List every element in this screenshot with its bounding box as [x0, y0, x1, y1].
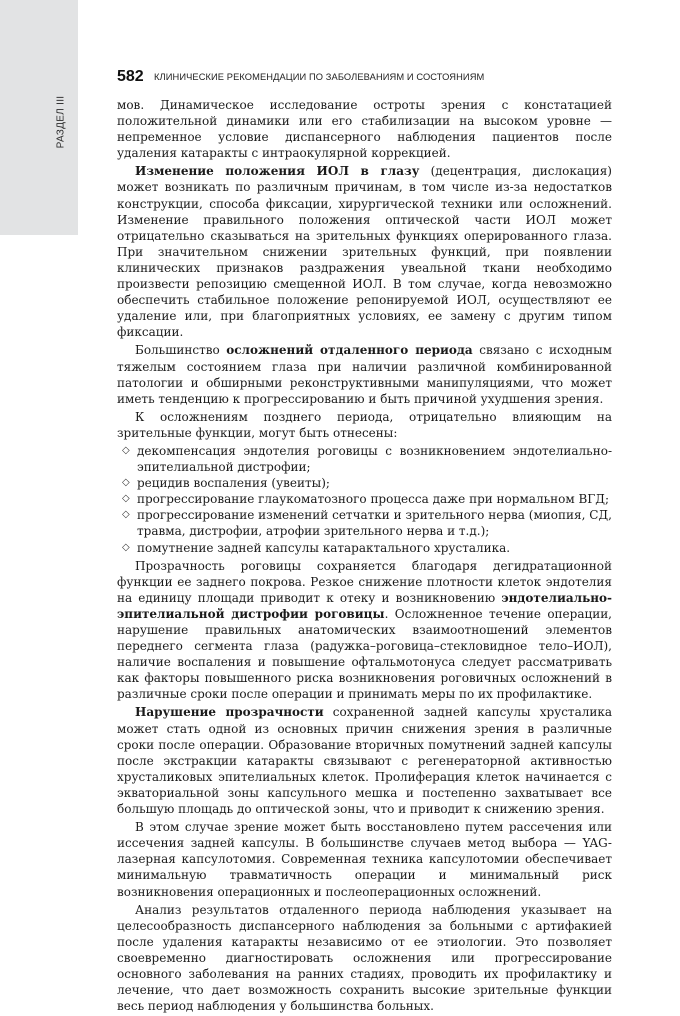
diamond-icon: ◇	[122, 444, 130, 456]
page-header	[117, 68, 612, 90]
paragraph: мов. Динамическое исследование остроты зрения с констатацией положительной динамики или его стабилизации на высоком уровне — непременное условие диспансерного наблюдения пациентов после удаления катаракты с интраокулярной коррекцией.	[117, 98, 612, 161]
paragraph	[117, 163, 612, 340]
list-item-text: рецидив воспаления (увеиты);	[137, 476, 330, 491]
paragraph-text: (децентрация, дислокация) может возникать по различным причинам, в том числе из-за недостатков конструкции, способа фиксации, хирургической техники или осложнений. Изменение правильного положения оптической части ИОЛ может отрицательно сказываться на зрительных функциях оперированного глаза. При значительном снижении зрительных функций, при появлении клинических признаков раздражения увеальной ткани необходимо произвести репозицию смещенной ИОЛ. В том случае, когда невозможно обеспечить стабильное положение репонируемой ИОЛ, осуществляют ее удаление или, при благоприятных условиях, ее замену с другим типом фиксации.	[117, 164, 612, 340]
body-text	[117, 97, 612, 1016]
paragraph	[117, 704, 612, 817]
paragraph-text: Большинство	[135, 343, 227, 358]
section-label: РАЗДЕЛ III	[55, 95, 67, 149]
paragraph-text: связано с исходным тяжелым состоянием глаза при наличии различной комбинированной патологии и обширными реконструктивными манипуляциями, что может иметь тенденцию к прогрессированию и быть причиной ухудшения зрения.	[117, 343, 612, 406]
list-item-text: прогрессирование глаукоматозного процесса даже при нормальном ВГД;	[137, 492, 610, 507]
list-item	[117, 507, 612, 539]
paragraph-text: . Осложненное течение операции, нарушение правильных анатомических взаимоотношений элементов переднего сегмента глаза (радужка–роговица–стекловидное тело–ИОЛ), наличие воспаления и повышение офтальмотонуса следует рассматривать как факторы повышенного риска возникновения роговичных осложнений в различные сроки после операции и принимать меры по их профилактике.	[117, 606, 613, 702]
paragraph-text: сохраненной задней капсулы хрусталика может стать одной из основных причин снижения зрения в различные сроки после операции. Образование вторичных помутнений задней капсулы после экстракции катаракты связывают с регенераторной активностью хрусталиковых эпителиальных клеток. Пролиферация клеток начинается с экваториальной зоны капсульного мешка и постепенно захватывает все большую площадь до оптической зоны, что и приводит к снижению зрения.	[117, 705, 612, 817]
section-side-tab	[0, 0, 78, 235]
paragraph: Анализ результатов отдаленного периода наблюдения указывает на целесообразность диспансерного наблюдения за больными с артифакией после удаления катаракты независимо от ее этиологии. Это позволяет своевременно диагностировать осложнения или прогрессирование основного заболевания на ранних стадиях, проводить их профилактику и лечение, что дает возможность сохранить высокие зрительные функции весь период наблюдения у большинства больных.	[117, 902, 612, 1014]
list-item-text: помутнение задней капсулы катарактального хрусталика.	[137, 540, 511, 555]
list-item	[117, 540, 612, 556]
paragraph: В этом случае зрение может быть восстановлено путем рассечения или иссечения задней капсулы. В большинстве случаев метод выбора — YAG-лазерная капсулотомия. Современная техника капсулотомии обеспечивает минимальную травматичность операции и минимальный риск возникновения операционных и послеоперационных осложнений.	[117, 820, 612, 899]
diamond-icon: ◇	[122, 509, 130, 521]
bold-term: Нарушение прозрачности	[135, 705, 324, 720]
paragraph	[117, 342, 612, 406]
list-item	[117, 475, 612, 491]
paragraph: К осложнениям позднего периода, отрицательно влияющим на зрительные функции, могут быть отнесены:	[117, 409, 612, 440]
paragraph-text: Прозрачность роговицы сохраняется благодаря дегидратационной функции ее заднего покрова. Резкое снижение плотности клеток эндотелия на единицу площади приводит к отеку и возникновению	[117, 558, 612, 605]
diamond-icon: ◇	[122, 541, 130, 553]
bold-term: Изменение положения ИОЛ в глазу	[135, 164, 420, 179]
diamond-icon: ◇	[122, 493, 130, 505]
bold-term: эндотелиально-эпителиальной дистрофии роговицы	[117, 590, 612, 621]
list-item-text: прогрессирование изменений сетчатки и зрительного нерва (миопия, СД, травма, дистрофии, атрофии зрительного нерва и т.д.);	[137, 508, 612, 539]
running-title: КЛИНИЧЕСКИЕ РЕКОМЕНДАЦИИ ПО ЗАБОЛЕВАНИЯМ И СОСТОЯНИЯМ	[154, 72, 485, 82]
complications-list	[117, 443, 612, 556]
bold-term: осложнений отдаленного периода	[226, 343, 473, 358]
list-item	[117, 443, 612, 475]
list-item-text: декомпенсация эндотелия роговицы с возникновением эндотелиально-эпителиальной дистрофии;	[137, 443, 612, 475]
page-number: 582	[117, 68, 144, 85]
diamond-icon: ◇	[122, 477, 130, 489]
list-item	[117, 491, 612, 507]
paragraph	[117, 558, 612, 703]
